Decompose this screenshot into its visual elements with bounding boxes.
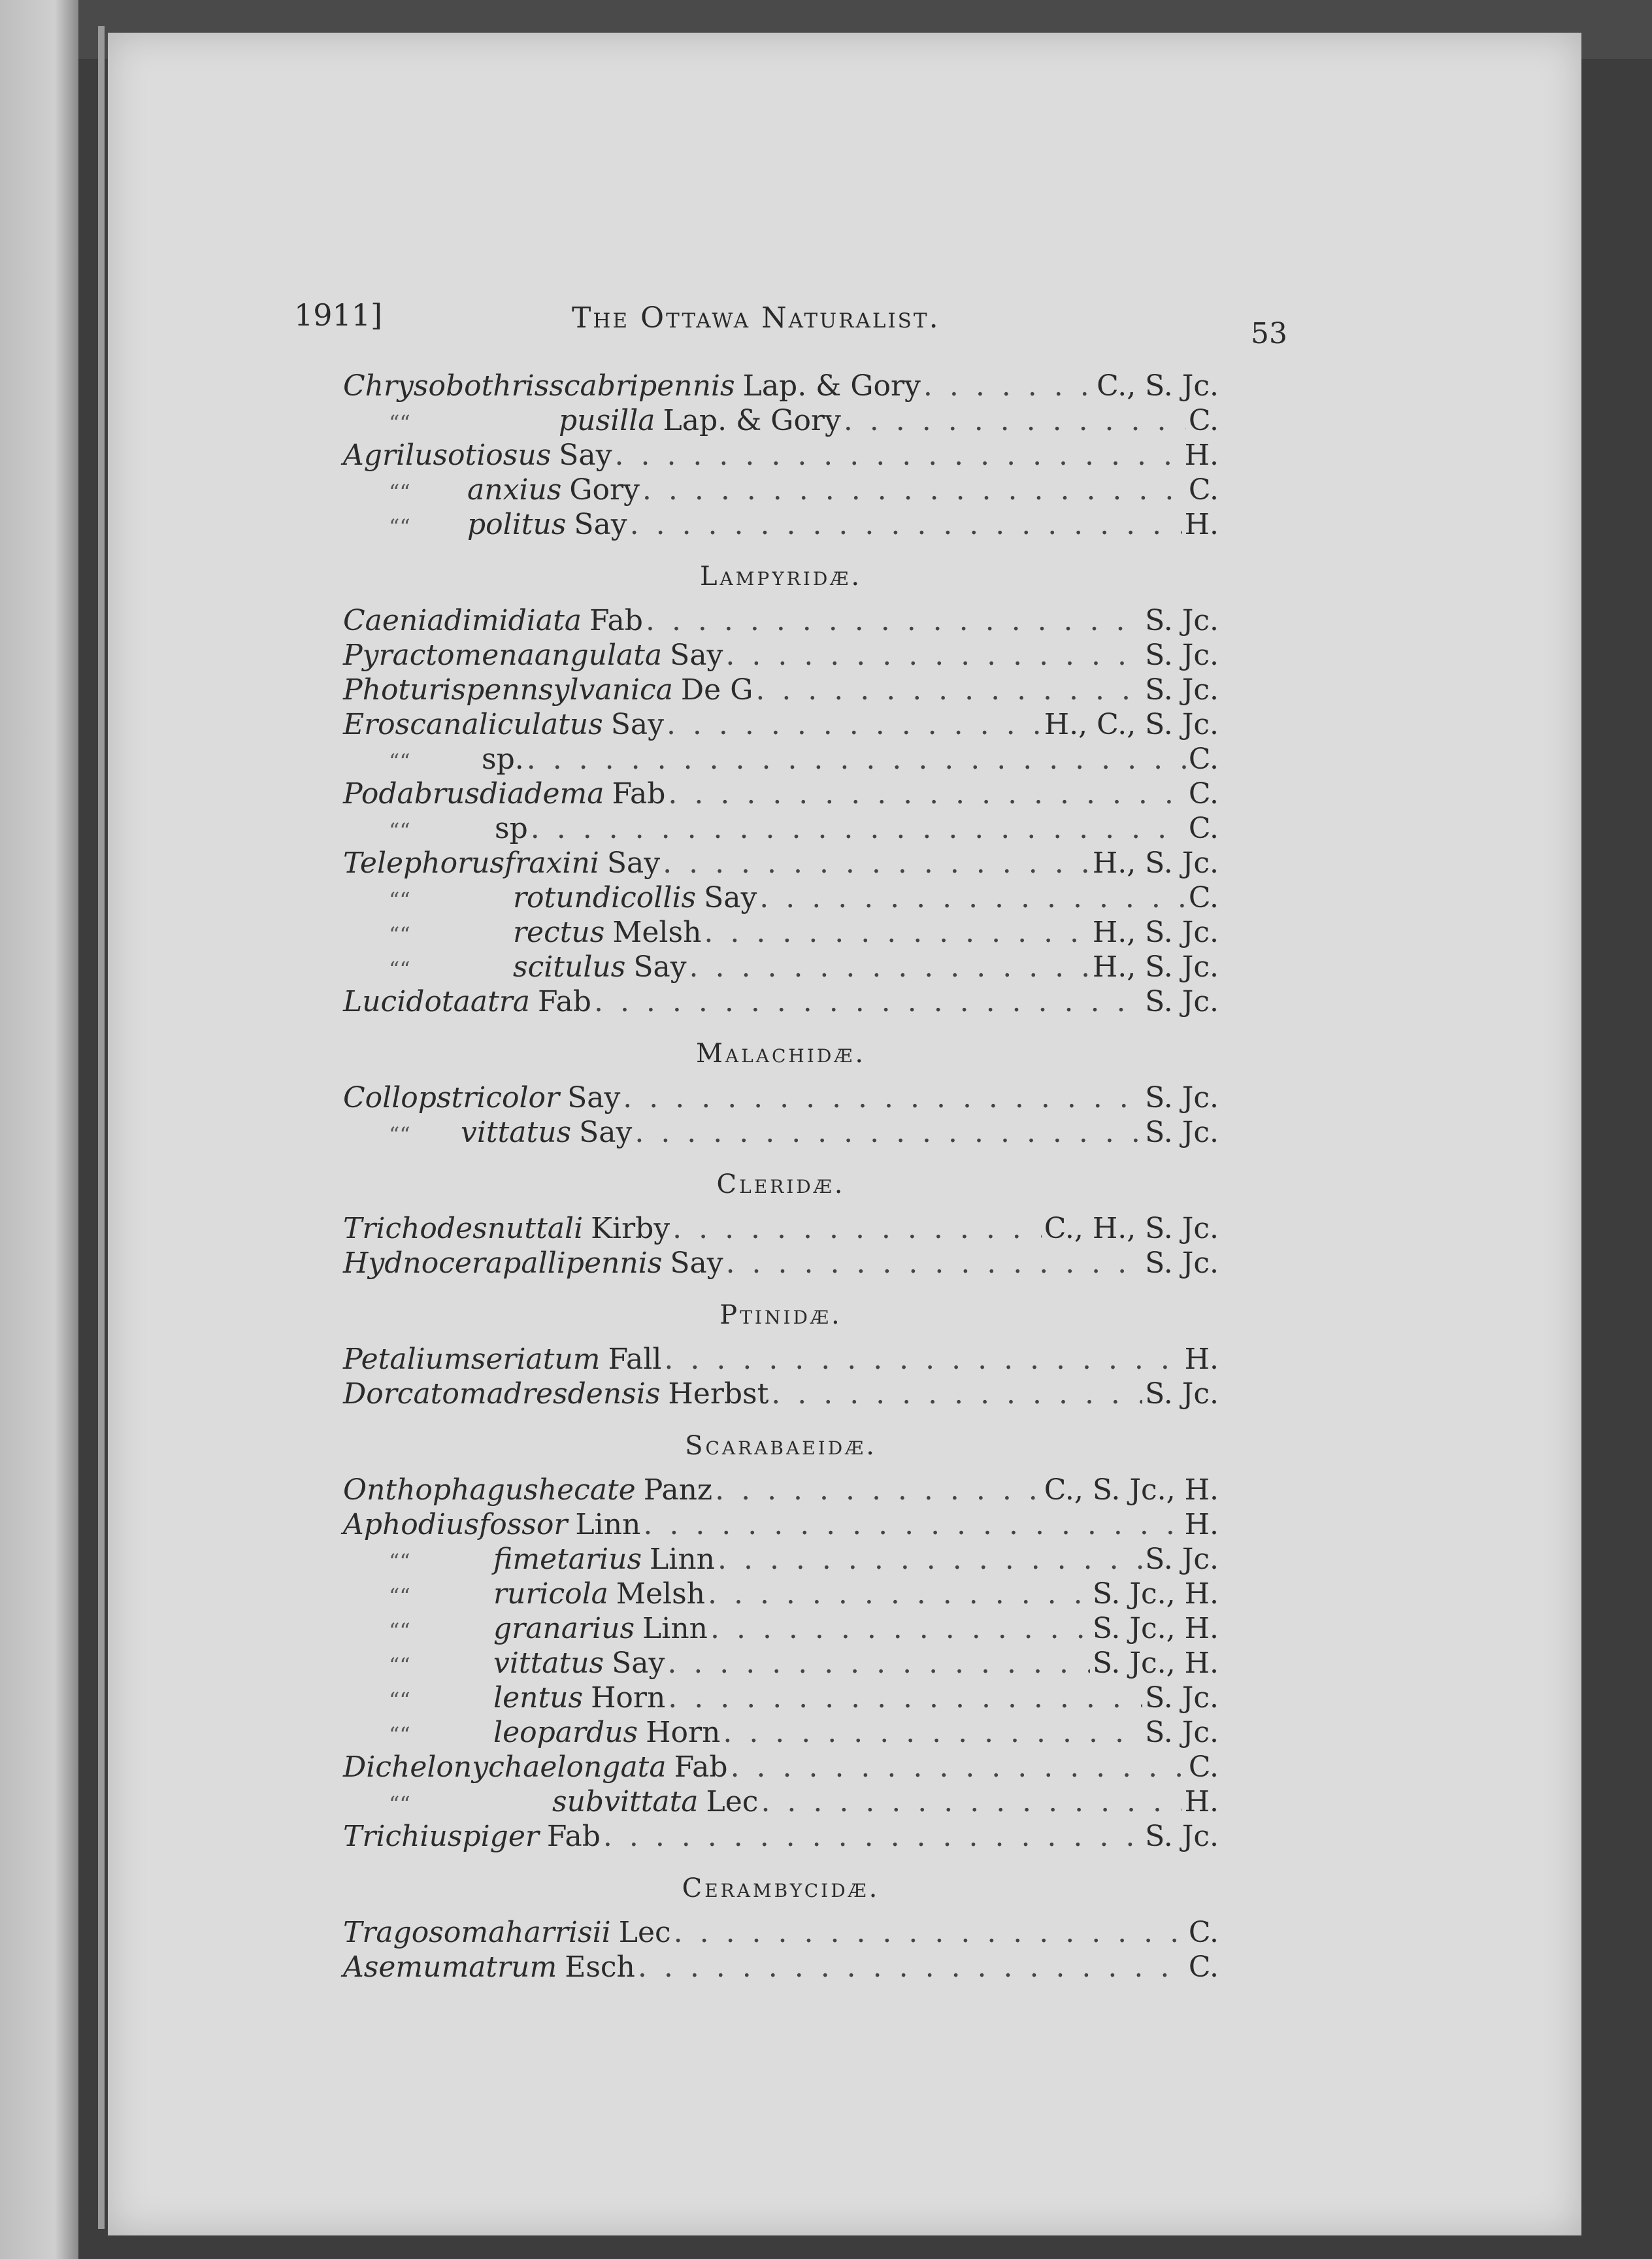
species-entry bbox=[343, 812, 1219, 846]
species-entry bbox=[343, 439, 1219, 473]
leader-dots bbox=[615, 439, 1182, 472]
family-heading: Malachidæ. bbox=[695, 1039, 867, 1069]
leader-dots bbox=[672, 1212, 1042, 1245]
species-entry bbox=[343, 1950, 1219, 1985]
species-entry bbox=[343, 950, 1219, 985]
species-name: harrisii bbox=[505, 1916, 611, 1949]
species-entry bbox=[343, 1212, 1219, 1247]
ditto-mark: ““ bbox=[389, 1122, 410, 1147]
leader-dots bbox=[668, 777, 1185, 811]
species-entry bbox=[343, 1785, 1219, 1820]
facing-page-edge bbox=[0, 0, 78, 2259]
species-name: fimetarius bbox=[493, 1543, 642, 1576]
author-name: Horn bbox=[646, 1716, 721, 1749]
genus-name: Dichelonycha bbox=[343, 1750, 540, 1784]
locality-code: C. bbox=[1188, 812, 1219, 845]
leader-dots bbox=[689, 950, 1090, 984]
leader-dots bbox=[844, 404, 1186, 437]
species-name: ruricola bbox=[493, 1577, 608, 1611]
species-entry bbox=[343, 369, 1219, 404]
ditto-mark: ““ bbox=[389, 1549, 410, 1574]
locality-code: S. Jc. bbox=[1145, 1543, 1219, 1576]
species-name: hecate bbox=[538, 1473, 636, 1507]
species-name: pallipennis bbox=[503, 1247, 663, 1280]
species-name: politus bbox=[467, 508, 567, 541]
locality-code: H., C., S. Jc. bbox=[1044, 708, 1219, 741]
genus-name: Lucidota bbox=[343, 985, 471, 1018]
leader-dots bbox=[923, 369, 1094, 403]
species-name: pusilla bbox=[559, 404, 655, 437]
author-name: Esch bbox=[565, 1950, 635, 1984]
leader-dots bbox=[718, 1543, 1142, 1576]
species-name: scabripennis bbox=[549, 369, 735, 403]
leader-dots bbox=[726, 1247, 1143, 1280]
author-name: Say bbox=[612, 1647, 665, 1680]
species-entry bbox=[343, 508, 1219, 543]
author-name: Say bbox=[567, 1081, 621, 1114]
locality-code: H., S. Jc. bbox=[1092, 950, 1219, 984]
ditto-mark: ““ bbox=[389, 1792, 410, 1816]
locality-code: S. Jc. bbox=[1145, 1116, 1219, 1149]
species-name: scitulus bbox=[513, 950, 626, 984]
locality-code: C. bbox=[1188, 473, 1219, 507]
author-name: Linn bbox=[650, 1543, 716, 1576]
species-name: leopardus bbox=[493, 1716, 638, 1749]
ditto-mark: ““ bbox=[389, 1584, 410, 1609]
genus-name: Petalium bbox=[343, 1343, 471, 1376]
locality-code: H. bbox=[1184, 508, 1219, 541]
ditto-mark: ““ bbox=[389, 1618, 410, 1643]
species-entry bbox=[343, 1716, 1219, 1750]
locality-code: H., S. Jc. bbox=[1092, 846, 1219, 880]
locality-code: S. Jc. bbox=[1145, 985, 1219, 1018]
locality-code: C. bbox=[1188, 1916, 1219, 1949]
species-entry bbox=[343, 1473, 1219, 1508]
page-gutter bbox=[98, 26, 105, 2229]
genus-name: Dorcatoma bbox=[343, 1377, 504, 1411]
leader-dots bbox=[594, 985, 1142, 1018]
author-name: Lec bbox=[706, 1785, 759, 1818]
author-name: Say bbox=[574, 508, 627, 541]
locality-code: H. bbox=[1184, 439, 1219, 472]
author-name: sp. bbox=[482, 743, 524, 776]
species-entry bbox=[343, 604, 1219, 639]
locality-code: H. bbox=[1184, 1343, 1219, 1376]
species-name: elongata bbox=[540, 1750, 667, 1784]
family-heading: Ptinidæ. bbox=[719, 1300, 842, 1330]
family-heading: Cerambycidæ. bbox=[682, 1873, 880, 1903]
species-name: pennsylvanica bbox=[466, 673, 673, 707]
species-entry bbox=[343, 1750, 1219, 1785]
locality-code: S. Jc. bbox=[1145, 1081, 1219, 1114]
leader-dots bbox=[759, 881, 1186, 914]
ditto-mark: ““ bbox=[389, 922, 410, 947]
author-name: De G bbox=[680, 673, 753, 707]
genus-name: Photuris bbox=[343, 673, 467, 707]
leader-dots bbox=[646, 604, 1142, 637]
leader-dots bbox=[664, 1343, 1181, 1376]
author-name: Say bbox=[579, 1116, 633, 1149]
species-entry bbox=[343, 916, 1219, 950]
species-name: diadema bbox=[479, 777, 604, 811]
locality-code: C. bbox=[1188, 881, 1219, 914]
leader-dots bbox=[630, 508, 1182, 541]
genus-name: Caenia bbox=[343, 604, 444, 637]
species-entry bbox=[343, 1081, 1219, 1116]
leader-dots bbox=[731, 1750, 1186, 1784]
species-name: atra bbox=[470, 985, 531, 1018]
author-name: Linn bbox=[642, 1612, 708, 1645]
species-name: anxius bbox=[467, 473, 562, 507]
leader-dots bbox=[623, 1081, 1142, 1114]
species-list bbox=[343, 369, 1219, 1985]
species-entry bbox=[343, 1343, 1219, 1377]
species-entry bbox=[343, 1377, 1219, 1412]
header-year: 1911] bbox=[294, 297, 383, 333]
author-name: Panz bbox=[643, 1473, 713, 1507]
ditto-mark: ““ bbox=[389, 749, 410, 774]
author-name: sp bbox=[495, 812, 528, 845]
species-entry bbox=[343, 1577, 1219, 1612]
author-name: Say bbox=[670, 1247, 723, 1280]
species-name: subvittata bbox=[552, 1785, 699, 1818]
species-name: vittatus bbox=[461, 1116, 572, 1149]
locality-code: C., S. Jc., H. bbox=[1044, 1473, 1219, 1507]
genus-name: Trichius bbox=[343, 1820, 463, 1853]
family-heading: Lampyridæ. bbox=[699, 561, 863, 592]
locality-code: C. bbox=[1188, 1750, 1219, 1784]
genus-name: Chrysobothris bbox=[343, 369, 550, 403]
ditto-mark: ““ bbox=[389, 818, 410, 843]
species-name: fraxini bbox=[504, 846, 599, 880]
genus-name: Pyractomena bbox=[343, 639, 535, 672]
genus-name: Tragosoma bbox=[343, 1916, 506, 1949]
leader-dots bbox=[667, 1647, 1089, 1680]
author-name: Say bbox=[610, 708, 664, 741]
species-entry bbox=[343, 708, 1219, 743]
species-name: piger bbox=[462, 1820, 539, 1853]
genus-name: Onthophagus bbox=[343, 1473, 538, 1507]
leader-dots bbox=[723, 1716, 1142, 1749]
genus-name: Telephorus bbox=[343, 846, 505, 880]
genus-name: Hydnocera bbox=[343, 1247, 503, 1280]
page-number: 53 bbox=[1251, 317, 1287, 350]
author-name: Gory bbox=[569, 473, 640, 507]
genus-name: Asemum bbox=[343, 1950, 469, 1984]
author-name: Fall bbox=[608, 1343, 662, 1376]
species-name: lentus bbox=[493, 1681, 584, 1715]
ditto-mark: ““ bbox=[389, 480, 410, 505]
species-name: tricolor bbox=[451, 1081, 560, 1114]
ditto-mark: ““ bbox=[389, 1722, 410, 1747]
leader-dots bbox=[725, 639, 1142, 672]
species-entry bbox=[343, 639, 1219, 673]
author-name: Lap. & Gory bbox=[742, 369, 921, 403]
species-name: nuttali bbox=[487, 1212, 584, 1245]
locality-code: S. Jc. bbox=[1145, 1716, 1219, 1749]
leader-dots bbox=[643, 1508, 1181, 1541]
species-name: canaliculatus bbox=[410, 708, 603, 741]
locality-code: C., H., S. Jc. bbox=[1044, 1212, 1219, 1245]
species-name: angulata bbox=[534, 639, 663, 672]
leader-dots bbox=[771, 1377, 1142, 1411]
locality-code: H. bbox=[1184, 1785, 1219, 1818]
author-name: Fab bbox=[538, 985, 591, 1018]
genus-name: Collops bbox=[343, 1081, 452, 1114]
species-entry bbox=[343, 743, 1219, 777]
locality-code: S. Jc. bbox=[1145, 604, 1219, 637]
locality-code: S. Jc. bbox=[1145, 673, 1219, 707]
species-name: atrum bbox=[469, 1950, 557, 1984]
species-name: otiosus bbox=[448, 439, 552, 472]
species-name: dimidiata bbox=[444, 604, 582, 637]
leader-dots bbox=[663, 846, 1090, 880]
species-entry bbox=[343, 1247, 1219, 1281]
leader-dots bbox=[708, 1577, 1090, 1611]
species-entry bbox=[343, 673, 1219, 708]
locality-code: S. Jc. bbox=[1145, 1377, 1219, 1411]
species-entry bbox=[343, 1916, 1219, 1950]
author-name: Linn bbox=[575, 1508, 641, 1541]
leader-dots bbox=[710, 1612, 1090, 1645]
author-name: Fab bbox=[612, 777, 666, 811]
author-name: Say bbox=[559, 439, 612, 472]
species-name: rectus bbox=[513, 916, 605, 949]
genus-name: Aphodius bbox=[343, 1508, 479, 1541]
genus-name: Agrilus bbox=[343, 439, 448, 472]
author-name: Lec bbox=[618, 1916, 671, 1949]
locality-code: S. Jc. bbox=[1145, 639, 1219, 672]
leader-dots bbox=[667, 708, 1042, 741]
author-name: Fab bbox=[674, 1750, 728, 1784]
locality-code: S. Jc. bbox=[1145, 1681, 1219, 1715]
leader-dots bbox=[761, 1785, 1181, 1818]
species-entry bbox=[343, 1543, 1219, 1577]
author-name: Lap. & Gory bbox=[663, 404, 841, 437]
author-name: Say bbox=[704, 881, 757, 914]
locality-code: C. bbox=[1188, 1950, 1219, 1984]
species-entry bbox=[343, 985, 1219, 1020]
author-name: Say bbox=[633, 950, 687, 984]
family-heading: Scarabaeidæ. bbox=[685, 1431, 877, 1461]
species-entry bbox=[343, 473, 1219, 508]
locality-code: C., S. Jc. bbox=[1097, 369, 1219, 403]
author-name: Melsh bbox=[612, 916, 702, 949]
family-heading: Cleridæ. bbox=[716, 1169, 846, 1199]
author-name: Say bbox=[606, 846, 661, 880]
author-name: Herbst bbox=[668, 1377, 769, 1411]
leader-dots bbox=[755, 673, 1142, 707]
leader-dots bbox=[527, 743, 1186, 776]
locality-code: C. bbox=[1188, 743, 1219, 776]
leader-dots bbox=[635, 1116, 1142, 1149]
species-name: rotundicollis bbox=[513, 881, 697, 914]
locality-code: C. bbox=[1188, 404, 1219, 437]
author-name: Say bbox=[670, 639, 723, 672]
species-name: fossor bbox=[478, 1508, 568, 1541]
species-name: vittatus bbox=[493, 1647, 604, 1680]
journal-title: The Ottawa Naturalist. bbox=[572, 301, 940, 335]
author-name: Kirby bbox=[591, 1212, 670, 1245]
species-entry bbox=[343, 881, 1219, 916]
species-name: dresdensis bbox=[503, 1377, 661, 1411]
leader-dots bbox=[674, 1916, 1186, 1949]
species-name: seriatum bbox=[471, 1343, 601, 1376]
locality-code: S. Jc., H. bbox=[1092, 1612, 1219, 1645]
leader-dots bbox=[715, 1473, 1042, 1507]
locality-code: S. Jc., H. bbox=[1092, 1577, 1219, 1611]
leader-dots bbox=[642, 473, 1186, 507]
locality-code: S. Jc. bbox=[1145, 1820, 1219, 1853]
leader-dots bbox=[638, 1950, 1186, 1984]
locality-code: S. Jc., H. bbox=[1092, 1647, 1219, 1680]
author-name: Fab bbox=[589, 604, 643, 637]
species-entry bbox=[343, 777, 1219, 812]
genus-name: Trichodes bbox=[343, 1212, 487, 1245]
locality-code: C. bbox=[1188, 777, 1219, 811]
running-header bbox=[294, 297, 1287, 350]
species-entry bbox=[343, 1116, 1219, 1150]
ditto-mark: ““ bbox=[389, 514, 410, 539]
ditto-mark: ““ bbox=[389, 1688, 410, 1713]
species-entry bbox=[343, 1508, 1219, 1543]
genus-name: Podabrus bbox=[343, 777, 480, 811]
author-name: Fab bbox=[546, 1820, 601, 1853]
author-name: Horn bbox=[591, 1681, 666, 1715]
ditto-mark: ““ bbox=[389, 888, 410, 912]
species-name: granarius bbox=[493, 1612, 635, 1645]
species-entry bbox=[343, 846, 1219, 881]
leader-dots bbox=[603, 1820, 1142, 1853]
locality-code: H., S. Jc. bbox=[1092, 916, 1219, 949]
ditto-mark: ““ bbox=[389, 1653, 410, 1678]
leader-dots bbox=[704, 916, 1089, 949]
species-entry bbox=[343, 1612, 1219, 1647]
ditto-mark: ““ bbox=[389, 957, 410, 982]
leader-dots bbox=[531, 812, 1186, 845]
species-entry bbox=[343, 1681, 1219, 1716]
species-entry bbox=[343, 1820, 1219, 1854]
ditto-mark: ““ bbox=[389, 410, 410, 435]
author-name: Melsh bbox=[616, 1577, 706, 1611]
locality-code: H. bbox=[1184, 1508, 1219, 1541]
locality-code: S. Jc. bbox=[1145, 1247, 1219, 1280]
species-entry bbox=[343, 404, 1219, 439]
species-entry bbox=[343, 1647, 1219, 1681]
leader-dots bbox=[668, 1681, 1142, 1715]
genus-name: Eros bbox=[343, 708, 410, 741]
